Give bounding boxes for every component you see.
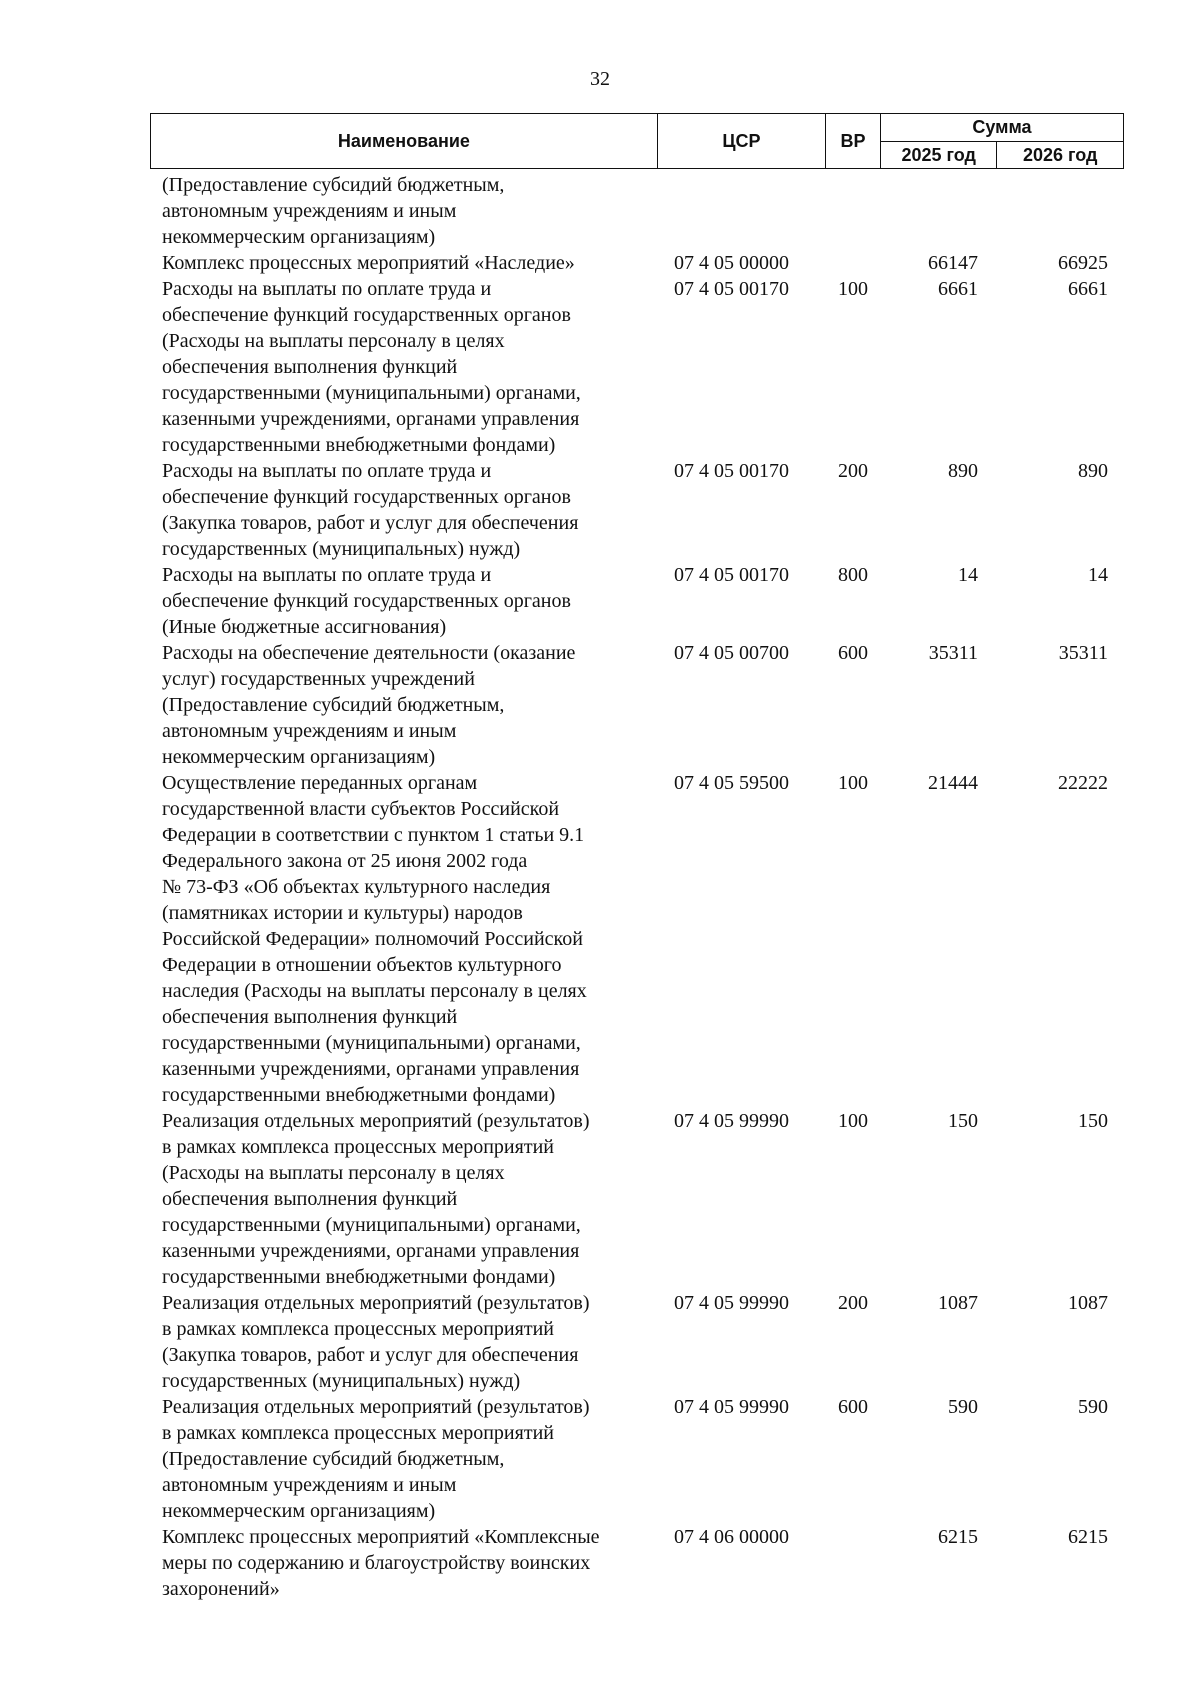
name-line: Комплекс процессных мероприятий «Комплексные xyxy=(162,1526,600,1548)
row-name xyxy=(150,250,660,276)
name-line: государственными внебюджетными фондами) xyxy=(162,1084,556,1106)
row-vr: 100 xyxy=(838,278,868,300)
name-line: государственных (муниципальных) нужд) xyxy=(162,538,521,560)
name-line: казенными учреждениями, органами управления xyxy=(162,408,580,430)
name-line: наследия (Расходы на выплаты персоналу в целях xyxy=(162,980,587,1002)
row-csr: 07 4 05 99990 xyxy=(674,1396,789,1418)
name-line: (Расходы на выплаты персоналу в целях xyxy=(162,330,505,352)
row-name xyxy=(150,172,660,250)
name-line: в рамках комплекса процессных мероприятий xyxy=(162,1136,554,1158)
name-line: некоммерческим организациям) xyxy=(162,746,436,768)
name-line: Российской Федерации» полномочий Российской xyxy=(162,928,583,950)
row-csr: 07 4 05 00170 xyxy=(674,278,789,300)
row-amount-2026: 35311 xyxy=(1058,642,1108,664)
row-name xyxy=(150,276,660,458)
table-body xyxy=(150,172,1124,1602)
row-amount-2025: 35311 xyxy=(928,642,978,664)
table-row xyxy=(150,562,1124,640)
name-line: услуг) государственных учреждений xyxy=(162,668,475,690)
name-line: (памятниках истории и культуры) народов xyxy=(162,902,523,924)
row-name xyxy=(150,1290,660,1394)
name-line: Реализация отдельных мероприятий (результатов) xyxy=(162,1110,590,1132)
name-line: Федерации в соответствии с пунктом 1 статьи 9.1 xyxy=(162,824,585,846)
table-row xyxy=(150,1108,1124,1290)
row-name xyxy=(150,458,660,562)
row-vr: 600 xyxy=(838,1396,868,1418)
row-vr xyxy=(828,172,882,250)
name-line: казенными учреждениями, органами управления xyxy=(162,1058,580,1080)
row-amount-2025: 6215 xyxy=(938,1526,978,1548)
name-line: (Иные бюджетные ассигнования) xyxy=(162,616,447,638)
name-line: (Предоставление субсидий бюджетным, xyxy=(162,1448,505,1470)
row-amount-2025: 890 xyxy=(948,460,978,482)
row-amount-2026: 6215 xyxy=(1068,1526,1108,1548)
table-row xyxy=(150,640,1124,770)
name-line: государственными внебюджетными фондами) xyxy=(162,434,556,456)
row-vr: 800 xyxy=(838,564,868,586)
name-line: государственными внебюджетными фондами) xyxy=(162,1266,556,1288)
row-vr: 100 xyxy=(838,1110,868,1132)
name-line: государственных (муниципальных) нужд) xyxy=(162,1370,521,1392)
header-name: Наименование xyxy=(151,114,658,169)
header-2025: 2025 год xyxy=(880,142,997,169)
row-csr: 07 4 06 00000 xyxy=(674,1526,789,1548)
name-line: Реализация отдельных мероприятий (результатов) xyxy=(162,1396,590,1418)
table-row xyxy=(150,1290,1124,1394)
row-vr: 100 xyxy=(838,772,868,794)
name-line: обеспечения выполнения функций xyxy=(162,356,458,378)
name-line: обеспечения выполнения функций xyxy=(162,1006,458,1028)
name-line: государственными (муниципальными) органами, xyxy=(162,1032,581,1054)
table-row xyxy=(150,276,1124,458)
name-line: Осуществление переданных органам xyxy=(162,772,478,794)
header-vr: ВР xyxy=(826,114,881,169)
name-line: (Предоставление субсидий бюджетным, xyxy=(162,694,505,716)
row-vr: 600 xyxy=(838,642,868,664)
name-line: автономным учреждениям и иным xyxy=(162,1474,457,1496)
name-line: некоммерческим организациям) xyxy=(162,1500,436,1522)
name-line: обеспечение функций государственных органов xyxy=(162,590,571,612)
name-line: в рамках комплекса процессных мероприятий xyxy=(162,1422,554,1444)
row-vr: 200 xyxy=(838,1292,868,1314)
row-name xyxy=(150,1108,660,1290)
table-header xyxy=(150,113,1124,169)
table-row xyxy=(150,1394,1124,1524)
row-amount-2025: 6661 xyxy=(938,278,978,300)
row-vr: 200 xyxy=(838,460,868,482)
row-amount-2026: 22222 xyxy=(1058,772,1108,794)
name-line: Федерального закона от 25 июня 2002 года xyxy=(162,850,528,872)
row-amount-2025 xyxy=(882,172,998,250)
name-line: Комплекс процессных мероприятий «Наследие» xyxy=(162,252,575,274)
header-2026: 2026 год xyxy=(997,142,1124,169)
row-amount-2026: 590 xyxy=(1078,1396,1108,1418)
name-line: автономным учреждениям и иным xyxy=(162,200,457,222)
name-line: государственными (муниципальными) органами, xyxy=(162,1214,581,1236)
row-name xyxy=(150,770,660,1108)
row-csr: 07 4 05 99990 xyxy=(674,1110,789,1132)
name-line: Расходы на выплаты по оплате труда и xyxy=(162,460,492,482)
table-row xyxy=(150,458,1124,562)
name-line: обеспечения выполнения функций xyxy=(162,1188,458,1210)
table-row xyxy=(150,250,1124,276)
table-row xyxy=(150,172,1124,250)
name-line: Расходы на выплаты по оплате труда и xyxy=(162,278,492,300)
row-name xyxy=(150,1394,660,1524)
name-line: обеспечение функций государственных органов xyxy=(162,486,571,508)
row-amount-2025: 1087 xyxy=(938,1292,978,1314)
row-amount-2026: 890 xyxy=(1078,460,1108,482)
name-line: автономным учреждениям и иным xyxy=(162,720,457,742)
row-amount-2025: 150 xyxy=(948,1110,978,1132)
header-csr: ЦСР xyxy=(657,114,825,169)
name-line: в рамках комплекса процессных мероприятий xyxy=(162,1318,554,1340)
row-name xyxy=(150,640,660,770)
page-number: 32 xyxy=(590,68,610,90)
name-line: (Предоставление субсидий бюджетным, xyxy=(162,174,505,196)
row-amount-2026: 1087 xyxy=(1068,1292,1108,1314)
row-vr xyxy=(828,1524,882,1602)
row-amount-2026: 6661 xyxy=(1068,278,1108,300)
table-row xyxy=(150,1524,1124,1602)
name-line: (Расходы на выплаты персоналу в целях xyxy=(162,1162,505,1184)
name-line: захоронений» xyxy=(162,1578,280,1600)
name-line: (Закупка товаров, работ и услуг для обеспечения xyxy=(162,1344,579,1366)
row-vr xyxy=(828,250,882,276)
header-sum: Сумма xyxy=(880,114,1123,142)
name-line: обеспечение функций государственных органов xyxy=(162,304,571,326)
row-amount-2026: 14 xyxy=(1088,564,1108,586)
row-amount-2025: 66147 xyxy=(928,252,978,274)
name-line: некоммерческим организациям) xyxy=(162,226,436,248)
row-csr: 07 4 05 00700 xyxy=(674,642,789,664)
name-line: государственной власти субъектов Российской xyxy=(162,798,560,820)
row-name xyxy=(150,562,660,640)
row-amount-2026: 150 xyxy=(1078,1110,1108,1132)
name-line: казенными учреждениями, органами управления xyxy=(162,1240,580,1262)
name-line: Расходы на выплаты по оплате труда и xyxy=(162,564,492,586)
table-row xyxy=(150,770,1124,1108)
row-amount-2026: 66925 xyxy=(1058,252,1108,274)
row-csr: 07 4 05 99990 xyxy=(674,1292,789,1314)
name-line: Федерации в отношении объектов культурного xyxy=(162,954,562,976)
row-csr: 07 4 05 00170 xyxy=(674,564,789,586)
row-csr xyxy=(660,172,828,250)
row-amount-2026 xyxy=(998,172,1124,250)
row-name xyxy=(150,1524,660,1602)
name-line: Реализация отдельных мероприятий (результатов) xyxy=(162,1292,590,1314)
row-amount-2025: 590 xyxy=(948,1396,978,1418)
row-amount-2025: 21444 xyxy=(928,772,978,794)
name-line: государственными (муниципальными) органами, xyxy=(162,382,581,404)
name-line: Расходы на обеспечение деятельности (оказание xyxy=(162,642,576,664)
row-amount-2025: 14 xyxy=(958,564,978,586)
row-csr: 07 4 05 00170 xyxy=(674,460,789,482)
name-line: меры по содержанию и благоустройству воинских xyxy=(162,1552,591,1574)
row-csr: 07 4 05 00000 xyxy=(674,252,789,274)
name-line: (Закупка товаров, работ и услуг для обеспечения xyxy=(162,512,579,534)
name-line: № 73-ФЗ «Об объектах культурного наследия xyxy=(162,876,551,898)
row-csr: 07 4 05 59500 xyxy=(674,772,789,794)
